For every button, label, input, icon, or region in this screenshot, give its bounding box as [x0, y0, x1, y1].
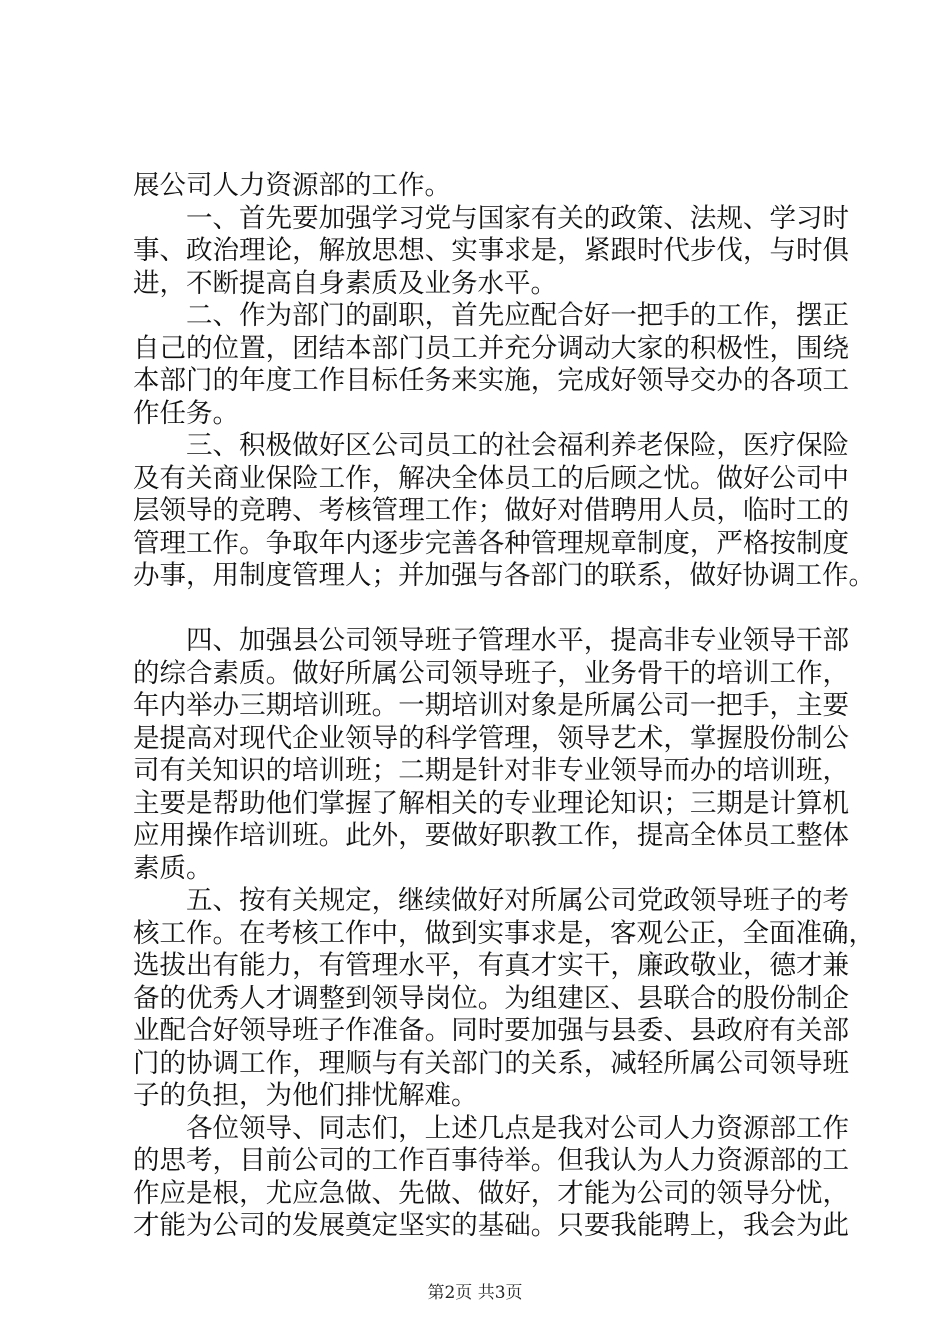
paragraph-line: 一、首先要加强学习党与国家有关的政策、法规、学习时	[186, 202, 849, 234]
paragraph-line: 四、加强县公司领导班子管理水平，提高非专业领导干部	[186, 625, 849, 656]
paragraph	[133, 1113, 849, 1243]
paragraph-line: 层领导的竞聘、考核管理工作；做好对借聘用人员，临时工的	[133, 495, 849, 526]
paragraph-line: 业配合好领导班子作准备。同时要加强与县委、县政府有关部	[133, 1015, 849, 1046]
paragraph	[133, 625, 849, 885]
paragraph-line: 各位领导、同志们，上述几点是我对公司人力资源部工作	[186, 1112, 849, 1144]
paragraph-line: 司有关知识的培训班；二期是针对非专业领导而办的培训班，	[133, 755, 849, 786]
paragraph	[133, 203, 849, 301]
paragraph-line: 年内举办三期培训班。一期培训对象是所属公司一把手，主要	[133, 690, 849, 721]
paragraph-line: 三、积极做好区公司员工的社会福利养老保险，医疗保险	[186, 430, 849, 461]
paragraph-line: 核工作。在考核工作中，做到实事求是，客观公正，全面准确，	[133, 917, 875, 949]
paragraph-line: 及有关商业保险工作，解决全体员工的后顾之忧。做好公司中	[133, 462, 849, 494]
paragraph-line: 选拔出有能力，有管理水平，有真才实干，廉政敬业，德才兼	[133, 950, 849, 981]
paragraph-line: 备的优秀人才调整到领导岗位。为组建区、县联合的股份制企	[133, 982, 849, 1014]
paragraph-line: 二、作为部门的副职，首先应配合好一把手的工作，摆正	[186, 300, 849, 331]
paragraph-line: 进，不断提高自身素质及业务水平。	[133, 267, 557, 299]
paragraph-line: 作应是根，尤应急做、先做、做好，才能为公司的领导分忧，	[133, 1177, 849, 1209]
paragraph-line: 才能为公司的发展奠定坚实的基础。只要我能聘上，我会为此	[133, 1210, 849, 1241]
paragraph-line: 展公司人力资源部的工作。	[133, 170, 451, 201]
paragraph-line: 事、政治理论，解放思想、实事求是，紧跟时代步伐，与时俱	[133, 235, 849, 266]
page-footer: 第2页 共3页	[427, 1283, 523, 1303]
document-body	[133, 170, 875, 1243]
paragraph	[133, 300, 849, 430]
paragraph-line: 五、按有关规定，继续做好对所属公司党政领导班子的考	[186, 885, 849, 916]
paragraph-line: 素质。	[133, 852, 213, 884]
paragraph-line: 本部门的年度工作目标任务来实施，完成好领导交办的各项工	[133, 365, 849, 396]
paragraph	[133, 885, 875, 1113]
paragraph-line: 管理工作。争取年内逐步完善各种管理规章制度，严格按制度	[133, 527, 849, 559]
paragraph-line: 主要是帮助他们掌握了解相关的专业理论知识；三期是计算机	[133, 787, 849, 819]
paragraph-line: 的综合素质。做好所属公司领导班子，业务骨干的培训工作，	[133, 657, 849, 689]
paragraph-line: 自己的位置，团结本部门员工并充分调动大家的积极性，围绕	[133, 332, 849, 364]
paragraph	[133, 430, 875, 593]
paragraph-line: 是提高对现代企业领导的科学管理，领导艺术，掌握股份制公	[133, 722, 849, 754]
paragraph-line: 子的负担，为他们排忧解难。	[133, 1080, 478, 1111]
paragraph	[133, 170, 849, 203]
paragraph-line: 作任务。	[133, 397, 239, 429]
paragraph-line: 办事，用制度管理人；并加强与各部门的联系，做好协调工作。	[133, 560, 875, 591]
paragraph-gap	[133, 593, 849, 626]
paragraph-line: 应用操作培训班。此外，要做好职教工作，提高全体员工整体	[133, 820, 849, 851]
paragraph-line: 的思考，目前公司的工作百事待举。但我认为人力资源部的工	[133, 1145, 849, 1176]
paragraph-line: 门的协调工作，理顺与有关部门的关系，减轻所属公司领导班	[133, 1047, 849, 1079]
